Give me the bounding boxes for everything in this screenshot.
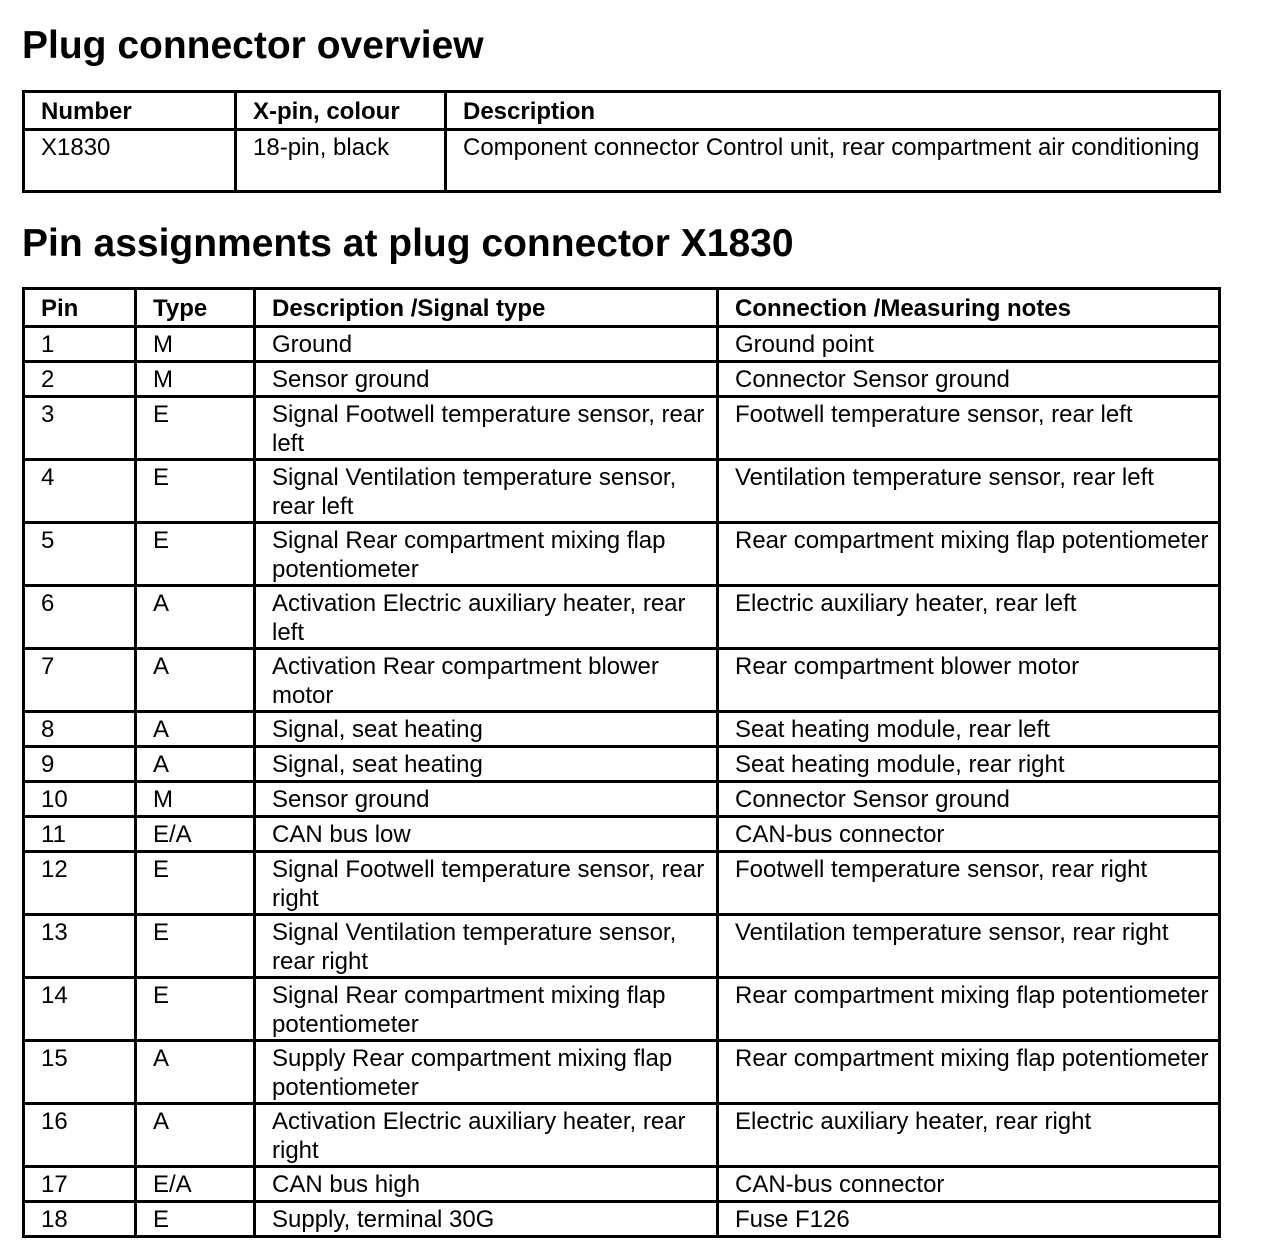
pin-number: 2 — [24, 362, 136, 397]
pin-connection-notes: Rear compartment blower motor — [718, 649, 1220, 712]
pin-type: M — [136, 327, 255, 362]
pin-type: E — [136, 915, 255, 978]
pin-signal-description: Signal, seat heating — [255, 747, 718, 782]
pin-number: 1 — [24, 327, 136, 362]
pin-number: 9 — [24, 747, 136, 782]
pin-number: 15 — [24, 1041, 136, 1104]
table-row — [24, 782, 1220, 817]
pin-connection-notes: CAN-bus connector — [718, 817, 1220, 852]
pin-number: 5 — [24, 523, 136, 586]
header-number: Number — [24, 92, 236, 130]
pin-connection-notes: Rear compartment mixing flap potentiometer — [718, 1041, 1220, 1104]
table-row — [24, 397, 1220, 460]
pin-type: A — [136, 649, 255, 712]
pin-signal-description: Signal Footwell temperature sensor, rear right — [255, 852, 718, 915]
pin-type: A — [136, 586, 255, 649]
pin-type: A — [136, 712, 255, 747]
pin-connection-notes: Electric auxiliary heater, rear right — [718, 1104, 1220, 1167]
pin-signal-description: Signal, seat heating — [255, 712, 718, 747]
pin-assignments-title: Pin assignments at plug connector X1830 — [22, 222, 794, 265]
pin-type: E/A — [136, 817, 255, 852]
table-row — [24, 1167, 1220, 1202]
table-row — [24, 852, 1220, 915]
pin-type: M — [136, 362, 255, 397]
pin-connection-notes: Electric auxiliary heater, rear left — [718, 586, 1220, 649]
pin-connection-notes: Ventilation temperature sensor, rear right — [718, 915, 1220, 978]
pin-signal-description: Supply Rear compartment mixing flap potentiometer — [255, 1041, 718, 1104]
table-row — [24, 1104, 1220, 1167]
pin-connection-notes: CAN-bus connector — [718, 1167, 1220, 1202]
header-xpin-colour: X-pin, colour — [236, 92, 446, 130]
pin-signal-description: Sensor ground — [255, 782, 718, 817]
connector-pins-colour: 18-pin, black — [236, 130, 446, 192]
connector-overview-table — [22, 90, 1221, 193]
pin-connection-notes: Connector Sensor ground — [718, 782, 1220, 817]
pin-rows — [24, 327, 1220, 1237]
table-row — [24, 817, 1220, 852]
connector-number: X1830 — [24, 130, 236, 192]
pin-signal-description: CAN bus high — [255, 1167, 718, 1202]
pin-signal-description: Signal Rear compartment mixing flap potentiometer — [255, 978, 718, 1041]
pin-signal-description: Signal Ventilation temperature sensor, rear right — [255, 915, 718, 978]
table-row — [24, 460, 1220, 523]
overview-title: Plug connector overview — [22, 24, 484, 67]
pin-signal-description: Activation Electric auxiliary heater, rear right — [255, 1104, 718, 1167]
pin-number: 12 — [24, 852, 136, 915]
pin-type: E — [136, 852, 255, 915]
pin-number: 16 — [24, 1104, 136, 1167]
pin-connection-notes: Ground point — [718, 327, 1220, 362]
pin-number: 6 — [24, 586, 136, 649]
pin-signal-description: Activation Electric auxiliary heater, rear left — [255, 586, 718, 649]
table-row — [24, 327, 1220, 362]
pin-connection-notes: Ventilation temperature sensor, rear left — [718, 460, 1220, 523]
table-row — [24, 523, 1220, 586]
table-row — [24, 747, 1220, 782]
pin-connection-notes: Footwell temperature sensor, rear left — [718, 397, 1220, 460]
pin-signal-description: Signal Ventilation temperature sensor, rear left — [255, 460, 718, 523]
table-row — [24, 1202, 1220, 1237]
pin-signal-description: CAN bus low — [255, 817, 718, 852]
connector-description: Component connector Control unit, rear compartment air conditioning — [446, 130, 1220, 192]
pin-number: 11 — [24, 817, 136, 852]
pin-connection-notes: Rear compartment mixing flap potentiometer — [718, 523, 1220, 586]
pin-type: M — [136, 782, 255, 817]
header-connection-notes: Connection /Measuring notes — [718, 289, 1220, 327]
pin-type: E — [136, 460, 255, 523]
pin-number: 10 — [24, 782, 136, 817]
table-row — [24, 978, 1220, 1041]
header-signal-description: Description /Signal type — [255, 289, 718, 327]
table-row — [24, 362, 1220, 397]
pin-number: 4 — [24, 460, 136, 523]
table-row — [24, 915, 1220, 978]
pin-connection-notes: Rear compartment mixing flap potentiometer — [718, 978, 1220, 1041]
pin-number: 3 — [24, 397, 136, 460]
overview-header-row — [24, 92, 1220, 130]
pin-number: 13 — [24, 915, 136, 978]
pin-number: 14 — [24, 978, 136, 1041]
pin-type: E/A — [136, 1167, 255, 1202]
pin-signal-description: Supply, terminal 30G — [255, 1202, 718, 1237]
pin-type: E — [136, 397, 255, 460]
header-pin: Pin — [24, 289, 136, 327]
pin-signal-description: Signal Rear compartment mixing flap potentiometer — [255, 523, 718, 586]
pin-signal-description: Activation Rear compartment blower motor — [255, 649, 718, 712]
pin-connection-notes: Seat heating module, rear right — [718, 747, 1220, 782]
pin-signal-description: Sensor ground — [255, 362, 718, 397]
table-row — [24, 649, 1220, 712]
pin-type: A — [136, 1041, 255, 1104]
pin-number: 7 — [24, 649, 136, 712]
pin-connection-notes: Connector Sensor ground — [718, 362, 1220, 397]
header-description: Description — [446, 92, 1220, 130]
pin-signal-description: Ground — [255, 327, 718, 362]
pin-number: 17 — [24, 1167, 136, 1202]
table-row — [24, 586, 1220, 649]
header-type: Type — [136, 289, 255, 327]
pin-connection-notes: Seat heating module, rear left — [718, 712, 1220, 747]
pin-type: E — [136, 1202, 255, 1237]
table-row — [24, 1041, 1220, 1104]
table-row — [24, 712, 1220, 747]
overview-row — [24, 130, 1220, 192]
pin-assignments-table — [22, 287, 1221, 1238]
pin-connection-notes: Footwell temperature sensor, rear right — [718, 852, 1220, 915]
pin-connection-notes: Fuse F126 — [718, 1202, 1220, 1237]
pin-number: 18 — [24, 1202, 136, 1237]
pin-number: 8 — [24, 712, 136, 747]
pin-type: E — [136, 978, 255, 1041]
pin-signal-description: Signal Footwell temperature sensor, rear left — [255, 397, 718, 460]
pin-type: A — [136, 1104, 255, 1167]
pin-type: A — [136, 747, 255, 782]
pins-header-row — [24, 289, 1220, 327]
pin-type: E — [136, 523, 255, 586]
